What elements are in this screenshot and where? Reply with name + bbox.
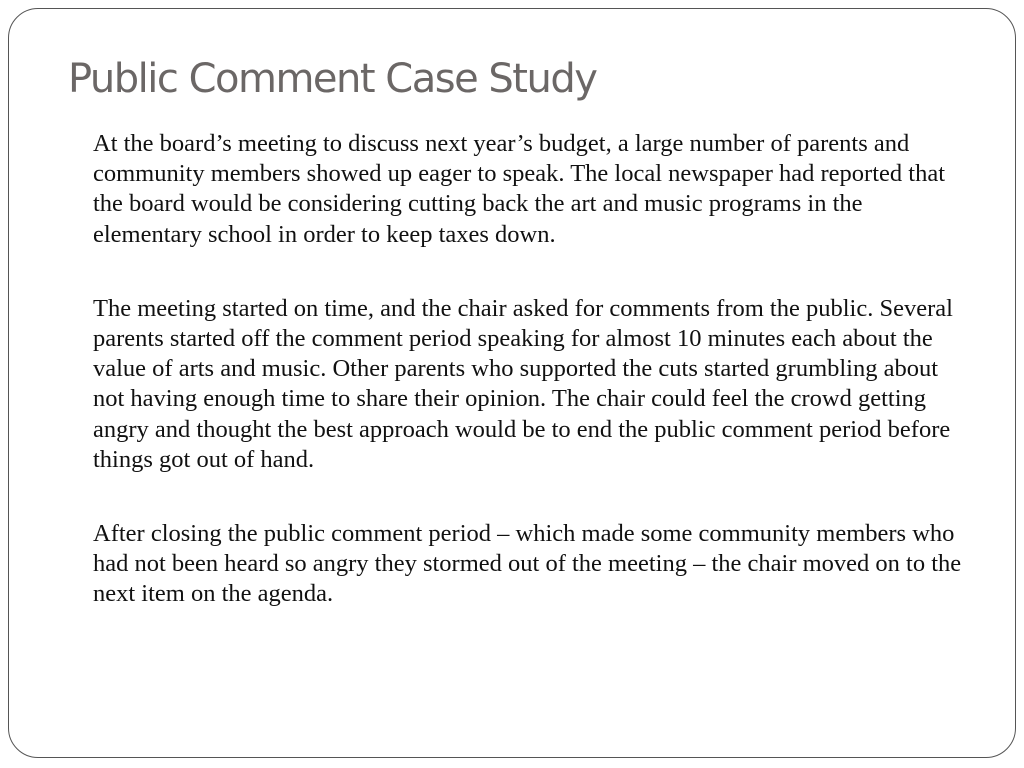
paragraph-comment-period: The meeting started on time, and the chair asked for comments from the public. Several parents started off the comment period speaking for almost 10 minutes each about the value of arts and music. Other parents who supported the cuts started grumbling about not having enough time to share their opinion. The chair could feel the crowd getting angry and thought the best approach would be to end the public comment period before things got out of hand. — [93, 294, 953, 473]
slide-title: Public Comment Case Study — [68, 56, 597, 102]
slide-body — [93, 129, 963, 654]
slide-frame — [8, 8, 1016, 758]
paragraph-closing-comment: After closing the public comment period – which made some community members who had not been heard so angry they stormed out of the meeting – the chair moved on to the next item on the agenda. — [93, 520, 962, 608]
paragraph-budget-meeting: At the board’s meeting to discuss next year’s budget, a large number of parents and community members showed up eager to speak. The local newspaper had reported that the board would be considering cutting back the art and music programs in the elementary school in order to keep taxes down. — [93, 130, 946, 248]
